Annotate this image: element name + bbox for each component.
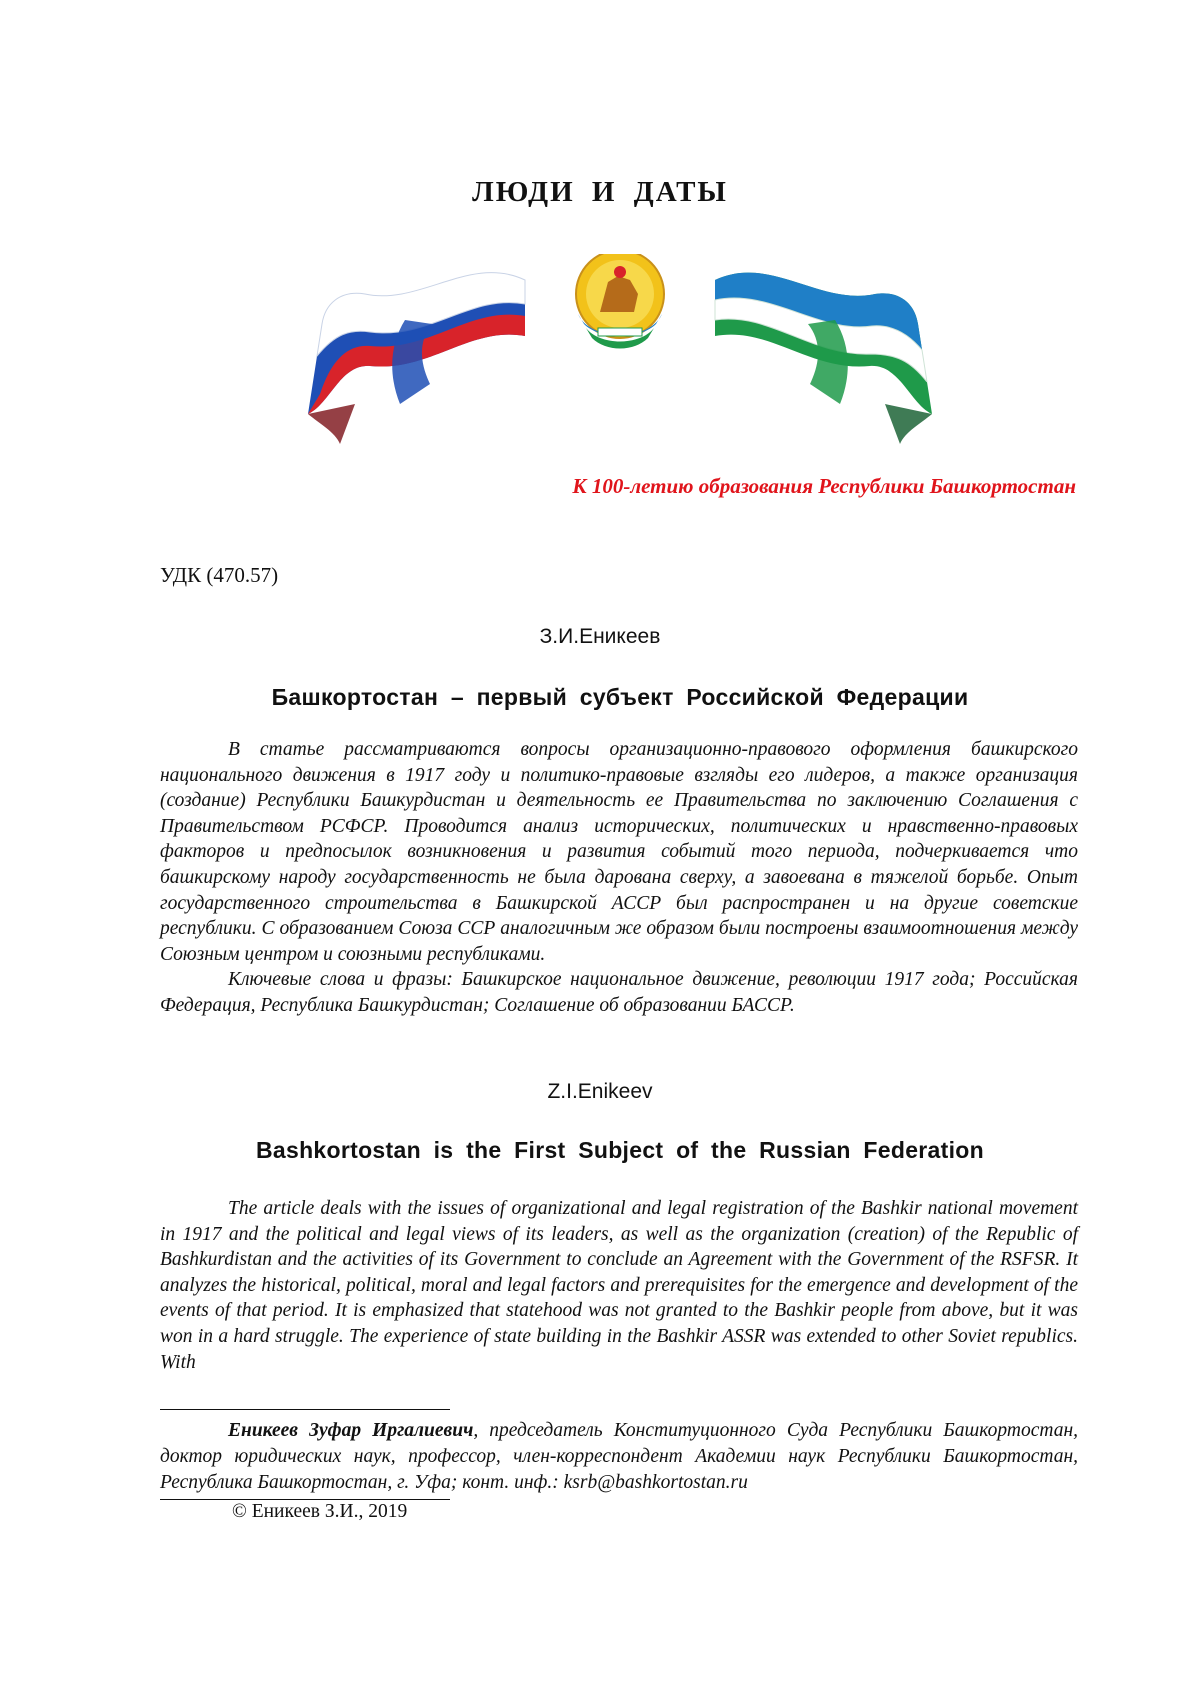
footnote-author-details: , председатель Конституционного Суда Республики Башкортостан, доктор юридических наук, профессор, член-корреспондент Академии наук Республики Башкортостан, Республика Башкортостан, г. Уфа; конт. инф.: ksrb@bashkortostan.ru: [160, 1420, 1079, 1493]
bashkortostan-emblem-icon: [576, 254, 664, 349]
copyright-divider: [160, 1499, 450, 1500]
footnote-paragraph: [160, 1418, 1078, 1496]
bashkir-flag-ribbon: [715, 273, 932, 444]
udc-code: УДК (470.57): [160, 563, 279, 587]
copyright-notice: © Еникеев З.И., 2019: [232, 1501, 408, 1522]
abstract-ru-text: В статье рассматриваются вопросы организационно-правового оформления башкирского национального движения в 1917 году и политико-правовые взгляды его лидеров, а также организация (создание) Республики Башкурдистан и деятельность ее Правительства по заключению Соглашения с Правительством РСФСР. Проводится анализ исторических, политических и нравственно-правовых факторов и предпосылок возникновения и развития событий того периода, подчеркивается что башкирскому народу государственность не была дарована сверху, а завоевана в тяжелой борьбе. Опыт государственного строительства в Башкирской АССР был распространен и на другие советские республики. С образованием Союза ССР аналогичным же образом были построены взаимоотношения между Союзным центром и союзными республиками.: [160, 739, 1078, 965]
author-name-ru: З.И.Еникеев: [539, 625, 661, 648]
section-title: ЛЮДИ И ДАТЫ: [472, 176, 728, 208]
article-title-en: Bashkortostan is the First Subject of the Russian Federation: [255, 1137, 984, 1163]
author-name-en: Z.I.Enikeev: [547, 1080, 653, 1103]
centenary-dedication: К 100-летию образования Республики Башкортостан: [572, 474, 1076, 498]
abstract-en-text: The article deals with the issues of organizational and legal registration of the Bashkir national movement in 1917 and the political and legal views of its leaders, as well as the organization (creation) of the Republic of Bashkurdistan and the activities of its Government to conclude an Agreement with the Government of the RSFSR. It analyzes the historical, political, moral and legal factors and prerequisites for the emergence and development of the events of that period. It is emphasized that statehood was not granted to the Bashkir people from above, but it was won in a hard struggle. The experience of state building in the Bashkir ASSR was extended to other Soviet republics. With: [160, 1198, 1078, 1373]
footnote-author-name: Еникеев Зуфар Иргалиевич: [228, 1420, 474, 1441]
abstract-en: [160, 1196, 1078, 1375]
article-title-ru: Башкортостан – первый субъект Российской Федерации: [271, 684, 969, 710]
flag-ribbon-banner: [300, 254, 940, 454]
footnote-divider: [160, 1409, 450, 1410]
russian-flag-ribbon: [308, 273, 525, 444]
author-footnote: [160, 1418, 1078, 1496]
abstract-ru: [160, 737, 1078, 1019]
keywords-ru: Ключевые слова и фразы: Башкирское национальное движение, революции 1917 года; Российская Федерация, Республика Башкурдистан; Соглашение об образовании БАССР.: [160, 969, 1078, 1016]
